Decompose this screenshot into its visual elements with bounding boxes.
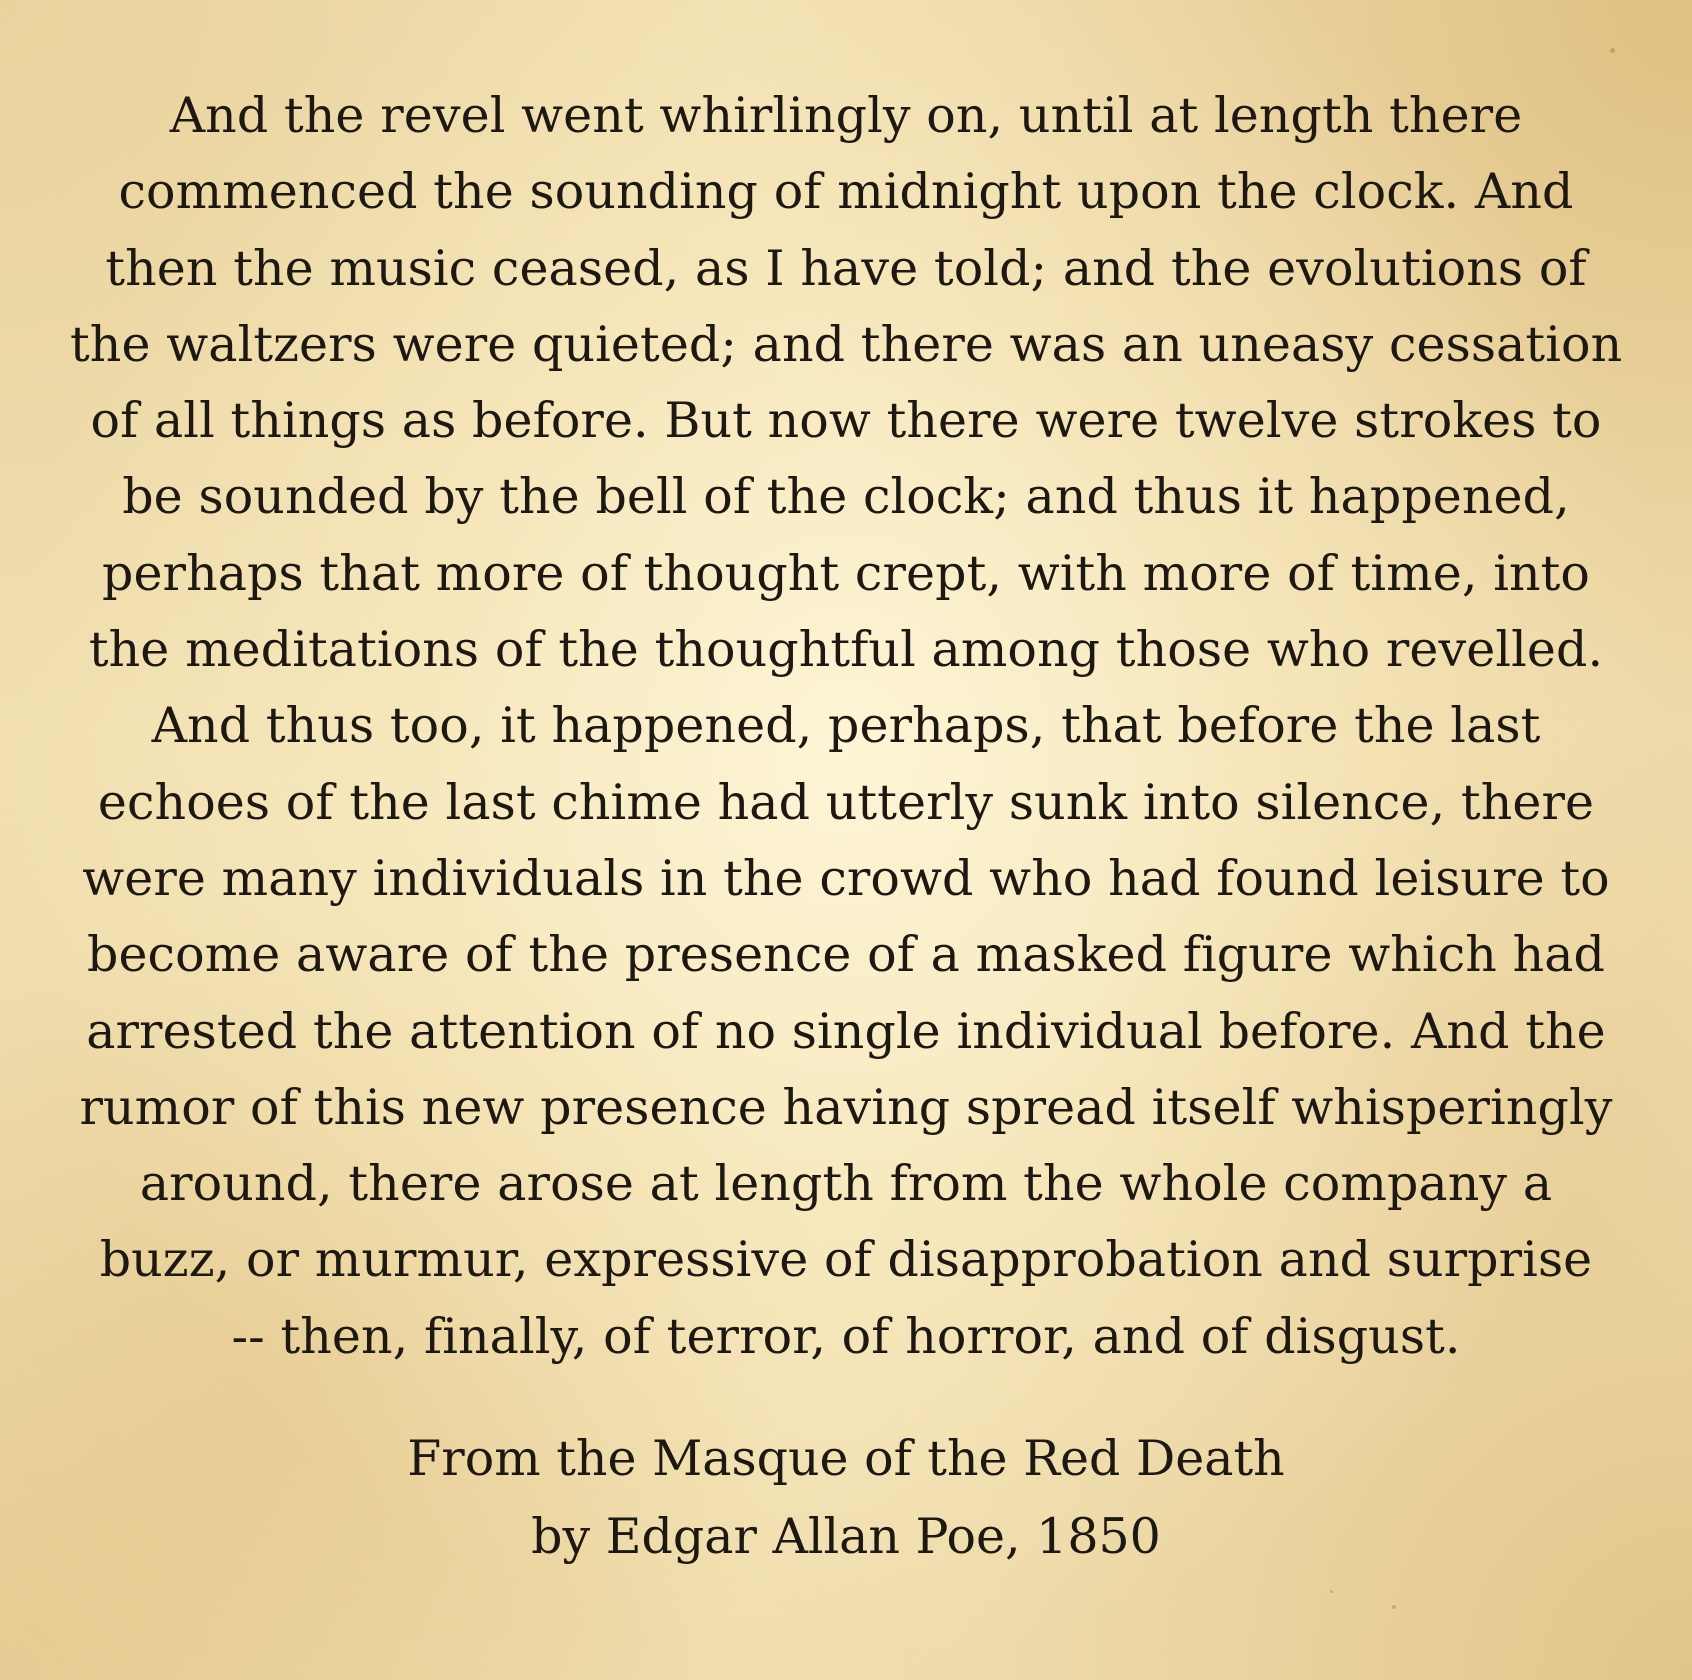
passage-line: commenced the sounding of midnight upon the clock. And xyxy=(118,163,1574,221)
passage-line: become aware of the presence of a masked figure which had xyxy=(86,926,1606,984)
attribution-author: by Edgar Allan Poe, 1850 xyxy=(531,1508,1161,1565)
quote-passage xyxy=(70,78,1622,1375)
passage-line: be sounded by the bell of the clock; and thus it happened, xyxy=(122,468,1570,526)
passage-line: the meditations of the thoughtful among those who revelled. xyxy=(88,621,1604,679)
passage-line: around, there arose at length from the whole company a xyxy=(139,1155,1553,1213)
passage-line: of all things as before. But now there were twelve strokes to xyxy=(90,392,1602,450)
passage-line: rumor of this new presence having spread itself whisperingly xyxy=(79,1078,1613,1136)
paper-speck xyxy=(1610,48,1615,53)
passage-line: arrested the attention of no single individual before. And the xyxy=(86,1002,1606,1060)
passage-line: echoes of the last chime had utterly sunk into silence, there xyxy=(97,773,1595,831)
paper-speck xyxy=(1330,1590,1333,1593)
passage-line: And thus too, it happened, perhaps, that before the last xyxy=(151,697,1541,755)
passage-line: were many individuals in the crowd who had found leisure to xyxy=(82,849,1610,907)
paper-speck xyxy=(1392,1605,1396,1609)
passage-line: -- then, finally, of terror, of horror, and of disgust. xyxy=(231,1307,1461,1365)
attribution-source: From the Masque of the Red Death xyxy=(407,1430,1285,1487)
passage-line: perhaps that more of thought crept, with more of time, into xyxy=(101,544,1591,602)
passage-line: then the music ceased, as I have told; and the evolutions of xyxy=(105,239,1587,297)
passage-line: And the revel went whirlingly on, until at length there xyxy=(169,87,1523,144)
passage-line: the waltzers were quieted; and there was an uneasy cessation xyxy=(70,315,1623,373)
attribution xyxy=(70,1420,1622,1576)
passage-line: buzz, or murmur, expressive of disapprobation and surprise xyxy=(99,1231,1593,1289)
